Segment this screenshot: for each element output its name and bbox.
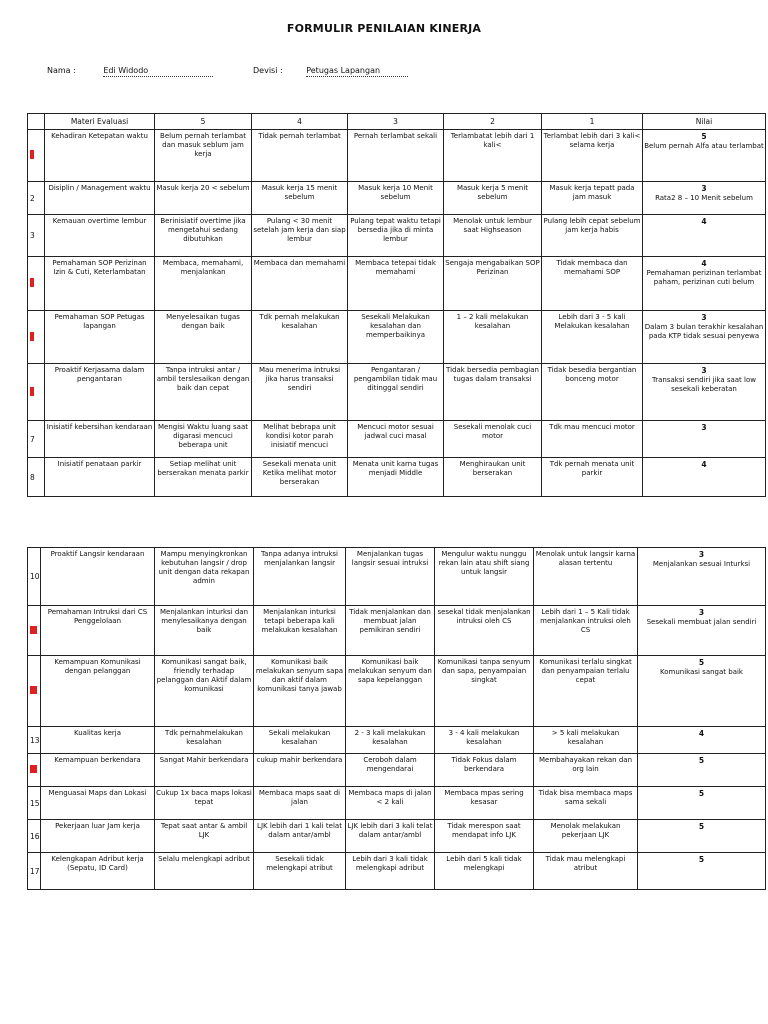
nilai-cell xyxy=(638,548,766,606)
header-score-1: 1 xyxy=(542,114,643,130)
evaluation-table-2 xyxy=(27,547,766,890)
evaluation-row xyxy=(28,311,766,364)
criteria-cell-1: Tidak besedia bergantian bonceng motor xyxy=(542,364,643,421)
red-marker xyxy=(30,686,37,694)
criteria-cell-4: Membaca maps saat di jalan xyxy=(254,787,346,820)
materi-cell: Kemampuan berkendara xyxy=(41,754,155,787)
materi-cell: Proaktif Langsir kendaraan xyxy=(41,548,155,606)
nilai-score: 3 xyxy=(701,423,707,432)
criteria-cell-1: Membahayakan rekan dan org lain xyxy=(534,754,638,787)
nilai-score: 3 xyxy=(698,608,705,617)
criteria-cell-1: Menolak untuk langsir karna alasan tertentu xyxy=(534,548,638,606)
criteria-cell-3: 2 - 3 kali melakukan kesalahan xyxy=(346,727,435,754)
red-marker xyxy=(30,387,34,396)
form-title: FORMULIR PENILAIAN KINERJA xyxy=(286,22,482,35)
criteria-cell-1: Tidak membaca dan memahami SOP xyxy=(542,257,643,311)
materi-cell: Inisiatif kebersihan kendaraan xyxy=(45,421,155,458)
criteria-cell-2: Terlambatat lebih dari 1 kali< xyxy=(444,130,542,182)
criteria-cell-5: Mengisi Waktu luang saat digarasi mencuci beberapa unit xyxy=(155,421,252,458)
nama-label: Nama : xyxy=(47,66,76,75)
criteria-cell-5: Tepat saat antar & ambil LJK xyxy=(155,820,254,853)
evaluation-row xyxy=(28,215,766,257)
criteria-cell-2: Komunikasi tanpa senyum dan sapa, penyampaian singkat xyxy=(435,656,534,727)
criteria-cell-1: Terlambat lebih dari 3 kali< selama kerja xyxy=(542,130,643,182)
criteria-cell-1: Pulang lebih cepat sebelum jam kerja habis xyxy=(542,215,643,257)
header-score-5: 5 xyxy=(155,114,252,130)
nilai-score: 3 xyxy=(698,550,705,559)
criteria-cell-3: Menata unit karna tugas menjadi Middle xyxy=(348,458,444,497)
nilai-score: 5 xyxy=(698,658,705,667)
header-score-3: 3 xyxy=(348,114,444,130)
nilai-note: Sesekali membuat jalan sendiri xyxy=(646,617,757,626)
criteria-cell-2: Menghiraukan unit berserakan xyxy=(444,458,542,497)
materi-cell: Pemahaman SOP Petugas lapangan xyxy=(45,311,155,364)
evaluation-row xyxy=(28,754,766,787)
header-score-4: 4 xyxy=(252,114,348,130)
nilai-note: Dalam 3 bulan terakhir kesalahan pada KTP tidak sesuai penyewa xyxy=(644,322,764,340)
row-number xyxy=(28,754,41,787)
materi-cell: Disiplin / Management waktu xyxy=(45,182,155,215)
criteria-cell-5: Selalu melengkapi adribut xyxy=(155,853,254,890)
criteria-cell-5: Membaca, memahami, menjalankan xyxy=(155,257,252,311)
materi-cell: Kemauan overtime lembur xyxy=(45,215,155,257)
criteria-cell-4: Menjalankan inturksi tetapi beberapa kali melakukan kesalahan xyxy=(254,606,346,656)
nilai-score: 4 xyxy=(698,729,705,738)
criteria-cell-5: Komunikasi sangat baik, friendly terhadap pelanggan dan Aktif dalam komunikasi xyxy=(155,656,254,727)
criteria-cell-3: Mencuci motor sesuai jadwal cuci masal xyxy=(348,421,444,458)
criteria-cell-1: Tdk pernah menata unit parkir xyxy=(542,458,643,497)
criteria-cell-3: Membaca tetepai tidak memahami xyxy=(348,257,444,311)
materi-cell: Pemahaman Intruksi dari CS Penggelolaan xyxy=(41,606,155,656)
row-number xyxy=(28,257,45,311)
criteria-cell-4: cukup mahir berkendara xyxy=(254,754,346,787)
criteria-cell-1: Menolak melakukan pekerjaan LJK xyxy=(534,820,638,853)
nilai-note: Transaksi sendiri jika saat low sesekali keberatan xyxy=(652,375,756,393)
criteria-cell-4: Mau menerima intruksi jika harus transaksi sendiri xyxy=(252,364,348,421)
criteria-cell-4: Sekali melakukan kesalahan xyxy=(254,727,346,754)
nilai-note: Pemahaman perizinan terlambat paham, perizinan cuti belum xyxy=(646,268,762,286)
materi-cell: Menguasai Maps dan Lokasi xyxy=(41,787,155,820)
criteria-cell-4: Pulang < 30 menit setelah jam kerja dan siap lembur xyxy=(252,215,348,257)
criteria-cell-3: Menjalankan tugas langsir sesuai intruksi xyxy=(346,548,435,606)
evaluation-row xyxy=(28,182,766,215)
nilai-note: Komunikasi sangat baik xyxy=(659,667,743,676)
red-marker xyxy=(30,278,34,287)
criteria-cell-1: Lebih dari 1 – 5 Kali tidak menjalankan intruksi oleh CS xyxy=(534,606,638,656)
materi-cell: Kehadiran Ketepatan waktu xyxy=(45,130,155,182)
criteria-cell-1: Lebih dari 3 - 5 kali Melakukan kesalahan xyxy=(542,311,643,364)
nilai-score: 3 xyxy=(701,366,707,375)
nama-value: Edi Widodo xyxy=(103,66,213,77)
evaluation-row xyxy=(28,548,766,606)
criteria-cell-1: Tidak bisa membaca maps sama sekali xyxy=(534,787,638,820)
materi-cell: Kemampuan Komunikasi dengan pelanggan xyxy=(41,656,155,727)
criteria-cell-2: Masuk kerja 5 menit sebelum xyxy=(444,182,542,215)
nilai-cell xyxy=(643,311,766,364)
materi-cell: Kualitas kerja xyxy=(41,727,155,754)
nilai-score: 5 xyxy=(698,822,705,831)
header-materi: Materi Evaluasi xyxy=(45,114,155,130)
nama-field xyxy=(47,66,213,77)
row-number: 3 xyxy=(28,215,45,257)
evaluation-row xyxy=(28,656,766,727)
criteria-cell-3: Komunikasi baik melakukan senyum dan sapa kepelanggan xyxy=(346,656,435,727)
criteria-cell-1: > 5 kali melakukan kesalahan xyxy=(534,727,638,754)
criteria-cell-2: Menolak untuk lembur saat Highseason xyxy=(444,215,542,257)
criteria-cell-5: Tanpa intruksi antar / ambil terslesaikan dengan baik dan cepat xyxy=(155,364,252,421)
criteria-cell-3: Pernah terlambat sekali xyxy=(348,130,444,182)
criteria-cell-3: Masuk kerja 10 Menit sebelum xyxy=(348,182,444,215)
row-number: 8 xyxy=(28,458,45,497)
criteria-cell-5: Setiap melihat unit berserakan menata parkir xyxy=(155,458,252,497)
devisi-value: Petugas Lapangan xyxy=(306,66,408,77)
nilai-cell xyxy=(643,421,766,458)
nilai-cell xyxy=(638,853,766,890)
evaluation-row xyxy=(28,820,766,853)
nilai-score: 5 xyxy=(698,855,705,864)
nilai-score: 4 xyxy=(701,217,707,226)
criteria-cell-2: Lebih dari 5 kali tidak melengkapi xyxy=(435,853,534,890)
nilai-cell xyxy=(638,787,766,820)
nilai-note: Rata2 8 – 10 Menit sebelum xyxy=(655,193,753,202)
criteria-cell-2: sesekal tidak menjalankan intruksi oleh CS xyxy=(435,606,534,656)
criteria-cell-2: Tidak merespon saat mendapat info LJK xyxy=(435,820,534,853)
header-nilai: Nilai xyxy=(643,114,766,130)
criteria-cell-5: Sangat Mahir berkendara xyxy=(155,754,254,787)
criteria-cell-3: Sesekali Melakukan kesalahan dan memperbaikinya xyxy=(348,311,444,364)
criteria-cell-3: Lebih dari 3 kali tidak melengkapi adribut xyxy=(346,853,435,890)
nilai-cell xyxy=(638,656,766,727)
row-number xyxy=(28,311,45,364)
criteria-cell-3: Pulang tepat waktu tetapi bersedia jika di minta lembur xyxy=(348,215,444,257)
materi-cell: Proaktif Kerjasama dalam pengantaran xyxy=(45,364,155,421)
nilai-note: Menjalankan sesuai Inturksi xyxy=(652,559,751,568)
header-row xyxy=(28,114,766,130)
criteria-cell-4: Tanpa adanya intruksi menjalankan langsir xyxy=(254,548,346,606)
criteria-cell-2: Tidak bersedia pembagian tugas dalam transaksi xyxy=(444,364,542,421)
criteria-cell-5: Cukup 1x baca maps lokasi tepat xyxy=(155,787,254,820)
evaluation-row xyxy=(28,606,766,656)
criteria-cell-5: Berinisiatif overtime jika mengetahui sedang dibutuhkan xyxy=(155,215,252,257)
criteria-cell-2: Sesekali menolak cuci motor xyxy=(444,421,542,458)
criteria-cell-3: LJK lebih dari 3 kali telat dalam antar/ambl xyxy=(346,820,435,853)
row-number xyxy=(28,606,41,656)
nilai-score: 4 xyxy=(701,460,707,469)
row-number: 16 xyxy=(28,820,41,853)
criteria-cell-4: Sesekali tidak melengkapi atribut xyxy=(254,853,346,890)
criteria-cell-5: Menjalankan inturksi dan menylesaikanya dengan baik xyxy=(155,606,254,656)
criteria-cell-1: Tdk mau mencuci motor xyxy=(542,421,643,458)
row-number: 7 xyxy=(28,421,45,458)
criteria-cell-1: Tidak mau melengkapi atribut xyxy=(534,853,638,890)
row-number: 10 xyxy=(28,548,41,606)
nilai-cell xyxy=(638,727,766,754)
devisi-field xyxy=(253,66,408,77)
criteria-cell-5: Belum pernah terlambat dan masuk seblum jam kerja xyxy=(155,130,252,182)
criteria-cell-3: Ceroboh dalam mengendarai xyxy=(346,754,435,787)
materi-cell: Inisiatif penataan parkir xyxy=(45,458,155,497)
criteria-cell-4: LJK lebih dari 1 kali telat dalam antar/ambl xyxy=(254,820,346,853)
nilai-score: 5 xyxy=(701,132,707,141)
criteria-cell-5: Menyelesaikan tugas dengan baik xyxy=(155,311,252,364)
criteria-cell-3: Membaca maps di jalan < 2 kali xyxy=(346,787,435,820)
criteria-cell-4: Komunikasi baik melakukan senyum sapa dan aktif dalam komunikasi tanya jawab xyxy=(254,656,346,727)
red-marker xyxy=(30,150,34,159)
criteria-cell-2: Membaca mpas sering kesasar xyxy=(435,787,534,820)
criteria-cell-4: Membaca dan memahami xyxy=(252,257,348,311)
criteria-cell-2: 1 – 2 kali melakukan kesalahan xyxy=(444,311,542,364)
materi-cell: Pemahaman SOP Perizinan Izin & Cuti, Keterlambatan xyxy=(45,257,155,311)
red-marker xyxy=(30,765,37,773)
nilai-score: 5 xyxy=(698,789,705,798)
nilai-note: Belum pernah Alfa atau terlambat xyxy=(644,141,764,150)
nilai-cell xyxy=(643,130,766,182)
criteria-cell-4: Tdk pernah melakukan kesalahan xyxy=(252,311,348,364)
criteria-cell-2: Tidak Fokus dalam berkendara xyxy=(435,754,534,787)
criteria-cell-4: Masuk kerja 15 menit sebelum xyxy=(252,182,348,215)
nilai-cell xyxy=(638,820,766,853)
nilai-cell xyxy=(643,364,766,421)
row-number xyxy=(28,130,45,182)
criteria-cell-4: Melihat bebrapa unit kondisi kotor parah inisiatif mencuci xyxy=(252,421,348,458)
evaluation-row xyxy=(28,458,766,497)
materi-cell: Pekerjaan luar Jam kerja xyxy=(41,820,155,853)
nilai-score: 4 xyxy=(701,259,707,268)
nilai-cell xyxy=(643,215,766,257)
row-number: 2 xyxy=(28,182,45,215)
nilai-score: 3 xyxy=(701,313,707,322)
evaluation-row xyxy=(28,727,766,754)
nilai-cell xyxy=(643,182,766,215)
evaluation-row xyxy=(28,421,766,458)
criteria-cell-4: Sesekali menata unit Ketika melihat motor berserakan xyxy=(252,458,348,497)
red-marker xyxy=(30,626,37,634)
nilai-cell xyxy=(638,606,766,656)
evaluation-table-1 xyxy=(27,113,766,497)
criteria-cell-2: 3 - 4 kali melakukan kesalahan xyxy=(435,727,534,754)
nilai-cell xyxy=(638,754,766,787)
evaluation-row xyxy=(28,364,766,421)
nilai-cell xyxy=(643,257,766,311)
nilai-cell xyxy=(643,458,766,497)
criteria-cell-5: Tdk pernahmelakukan kesalahan xyxy=(155,727,254,754)
criteria-cell-1: Komunikasi terlalu singkat dan penyampaian terlalu cepat xyxy=(534,656,638,727)
red-marker xyxy=(30,332,34,341)
nilai-score: 3 xyxy=(701,184,707,193)
criteria-cell-1: Masuk kerja tepatt pada jam masuk xyxy=(542,182,643,215)
evaluation-row xyxy=(28,257,766,311)
criteria-cell-5: Masuk kerja 20 < sebelum xyxy=(155,182,252,215)
criteria-cell-5: Mampu menyingkronkan kebutuhan langsir / drop unit dengan data rekapan admin xyxy=(155,548,254,606)
row-number: 13 xyxy=(28,727,41,754)
row-number: 17 xyxy=(28,853,41,890)
evaluation-row xyxy=(28,130,766,182)
row-number: 15 xyxy=(28,787,41,820)
criteria-cell-4: Tidak pernah terlambat xyxy=(252,130,348,182)
criteria-cell-3: Pengantaran / pengambilan tidak mau ditinggal sendiri xyxy=(348,364,444,421)
row-number xyxy=(28,656,41,727)
criteria-cell-2: Mengulur waktu nunggu rekan lain atau shift siang untuk langsir xyxy=(435,548,534,606)
devisi-label: Devisi : xyxy=(253,66,283,75)
materi-cell: Kelengkapan Adribut kerja (Sepatu, ID Card) xyxy=(41,853,155,890)
criteria-cell-2: Sengaja mengabaikan SOP Perizinan xyxy=(444,257,542,311)
evaluation-row xyxy=(28,853,766,890)
criteria-cell-3: Tidak menjalankan dan membuat jalan pemikiran sendiri xyxy=(346,606,435,656)
nilai-score: 5 xyxy=(698,756,705,765)
header-no xyxy=(28,114,45,130)
evaluation-row xyxy=(28,787,766,820)
header-score-2: 2 xyxy=(444,114,542,130)
row-number xyxy=(28,364,45,421)
